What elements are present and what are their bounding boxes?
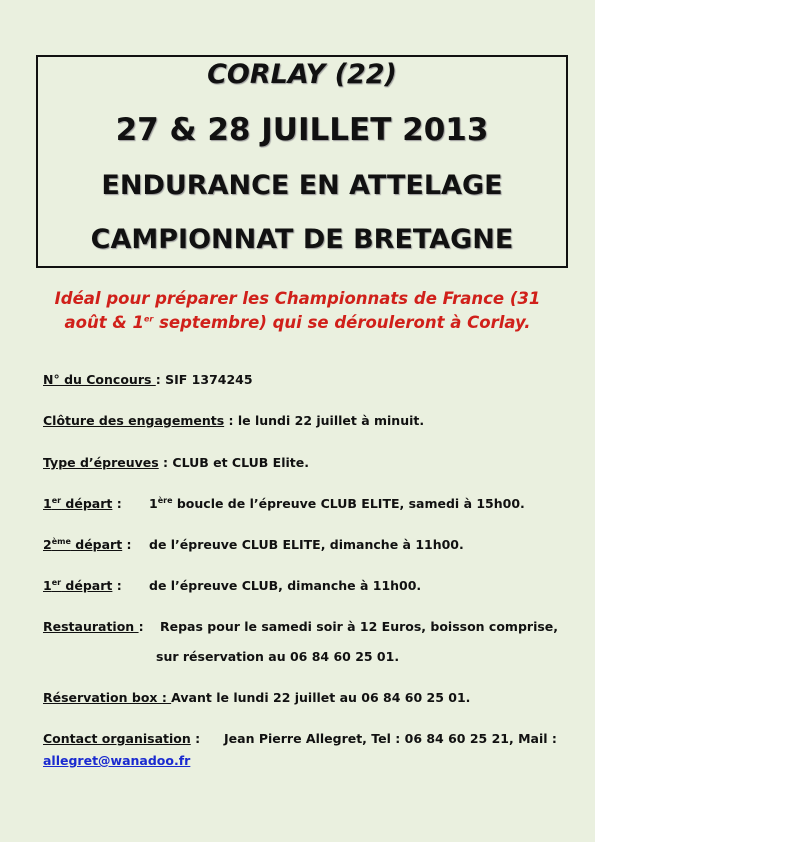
depart1-value: 1ère boucle de l’épreuve CLUB ELITE, samedi à 15h00. — [149, 496, 525, 512]
intro-text: août & 1 — [64, 313, 144, 332]
concours-value: : SIF 1374245 — [155, 372, 253, 387]
title-location: CORLAY (22) — [207, 59, 397, 90]
contact-line — [43, 731, 557, 746]
depart3-value: de l’épreuve CLUB, dimanche à 11h00. — [149, 578, 422, 593]
title-championship: CAMPIONNAT DE BRETAGNE — [90, 224, 514, 255]
depart2-line — [43, 537, 464, 553]
intro-sup: er — [143, 314, 154, 324]
concours-label: N° du Concours — [43, 372, 156, 387]
type-label: Type d’épreuves — [43, 455, 159, 470]
depart3-label: 1er départ — [43, 578, 113, 594]
colon: : — [112, 578, 122, 594]
intro-text: septembre) qui se dérouleront à Corlay. — [153, 313, 531, 332]
colon: : — [122, 537, 132, 553]
box-value: Avant le lundi 22 juillet au 06 84 60 25 01. — [171, 690, 471, 705]
type-value: : CLUB et CLUB Elite. — [158, 455, 309, 470]
restauration-value-2: sur réservation au 06 84 60 25 01. — [156, 649, 400, 664]
title-box — [36, 55, 568, 268]
contact-value: Jean Pierre Allegret, Tel : 06 84 60 25 21, Mail : — [224, 731, 557, 746]
depart1-label: 1er départ — [43, 496, 113, 512]
type-line — [43, 455, 309, 470]
contact-email-link[interactable]: allegret@wanadoo.fr — [43, 753, 191, 768]
cloture-label: Clôture des engagements — [43, 413, 225, 428]
depart2-label: 2ème départ — [43, 537, 123, 553]
title-event: ENDURANCE EN ATTELAGE — [101, 170, 503, 201]
restauration-label: Restauration — [43, 619, 139, 634]
title-dates: 27 & 28 JUILLET 2013 — [115, 112, 489, 148]
colon: : — [112, 496, 122, 512]
cloture-line — [43, 413, 424, 428]
cloture-value: : le lundi 22 juillet à minuit. — [224, 413, 425, 428]
contact-email-line — [43, 753, 190, 768]
depart2-value: de l’épreuve CLUB ELITE, dimanche à 11h00. — [149, 537, 464, 552]
depart3-line — [43, 578, 422, 594]
intro-line-2 — [30, 313, 565, 332]
concours-line — [43, 372, 253, 387]
depart1-line — [43, 496, 525, 512]
intro-line-1: Idéal pour préparer les Championnats de France (31 — [54, 289, 541, 308]
box-label: Réservation box : — [43, 690, 172, 705]
contact-label: Contact organisation — [43, 731, 191, 746]
box-line — [43, 690, 470, 705]
restauration-value: Repas pour le samedi soir à 12 Euros, boisson comprise, — [160, 619, 559, 634]
restauration-line — [43, 619, 559, 634]
colon: : — [190, 731, 201, 746]
colon: : — [138, 619, 144, 634]
